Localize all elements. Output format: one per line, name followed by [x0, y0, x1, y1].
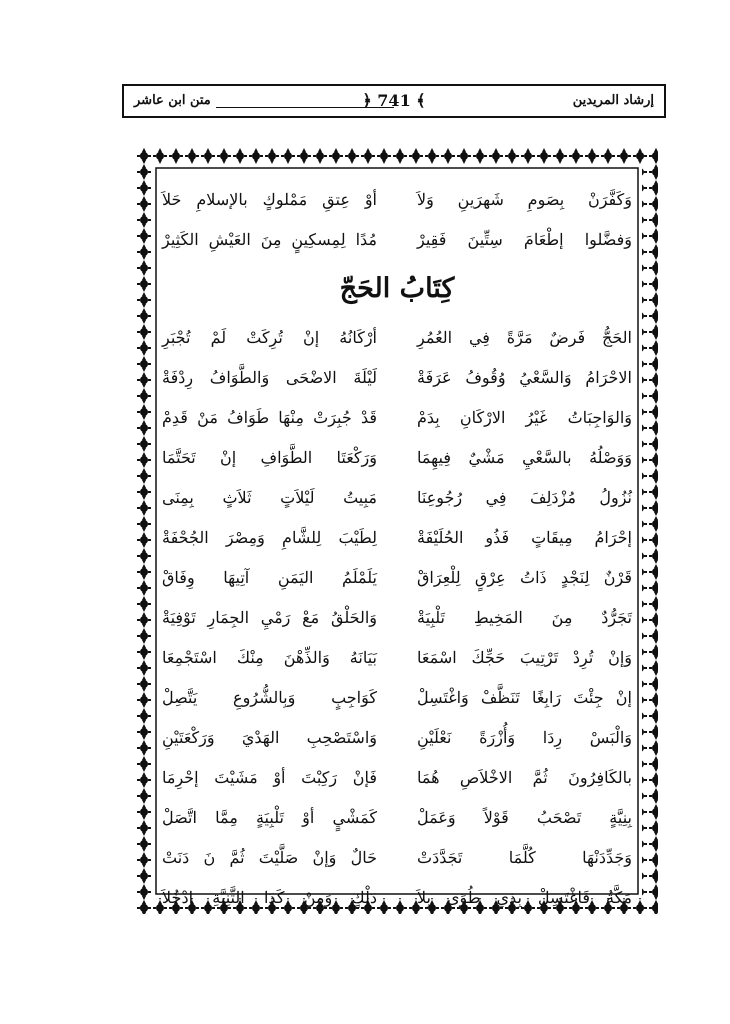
hemistich-left: مَبِيتُ لَيْلاَتٍ ثَلاَثٍ بِمِنَى [162, 487, 377, 507]
hemistich-right: بالكَافِرُونَ ثُمَّ الاخْلاَصِ هُمَا [417, 767, 632, 787]
running-header [122, 84, 666, 118]
header-book-title: إرشاد المريدين [572, 93, 654, 108]
hemistich-left: أوْ عِتقِ مَمْلوكٍ بالإسلامِ حَلاَ [162, 189, 377, 209]
hemistich-right: الحَجُّ فَرضٌ مَرَّةً فِي العُمُرِ [417, 327, 632, 347]
hemistich-left: دَلْكٍ وَمِنْ كَدَا الثَّنِيَّةِ ادْخُلاَ [162, 887, 377, 907]
hemistich-right: وَإنْ تُرِدْ تَرْتِيبَ حَجِّكَ اسْمَعَا [417, 647, 632, 667]
hemistich-right: إنْ جِئْتَ رَابِغًا تَنَظَّفْ وَاغْتَسِلْ [417, 687, 632, 707]
verse-row [162, 798, 632, 838]
hemistich-left: قَدْ جُبِرَتْ مِنْهَا طَوَافُ مَنْ قَدِمْ [162, 407, 377, 427]
hemistich-right: الاحْرَامُ وَالسَّعْيُ وُقُوفُ عَرَفَةْ [417, 367, 632, 387]
verse-row [162, 838, 632, 878]
hemistich-right: بِنِيَّةٍ تَصْحَبُ قَوْلاً وَعَمَلْ [417, 807, 632, 827]
hemistich-left: بَيَانَهُ وَالذِّهْنَ مِنْكَ اسْتَجْمِعَا [162, 647, 377, 667]
hemistich-right: قَرْنٌ لِنَجْدٍ ذَاتُ عِرْقٍ لِلْعِرَاقْ [417, 567, 632, 587]
hemistich-left: أرْكَانُهُ إنْ تُرِكَتْ لَمْ تُجْبَرِ [162, 327, 377, 347]
header-page-number: ﴿ 741 ﴾ [362, 91, 426, 110]
verse-row [162, 398, 632, 438]
verse-row [162, 220, 632, 260]
section-title: كِتَابُ الحَجّ [339, 273, 455, 304]
hemistich-right: وَجَدِّدَنْهَا كُلَّمَا تَجَدَّدَتْ [417, 847, 632, 867]
hemistich-right: وَفضَّلوا إطْعَامَ سِتِّينَ فَقِيرْ [417, 229, 632, 249]
hemistich-right: وَالوَاجِبَاتُ غَيْرُ الارْكَانِ بِدَمْ [417, 407, 632, 427]
hemistich-left: كَمَشْيٍ أوْ تَلْبِيَةٍ مِمَّا اتَّصَلْ [162, 807, 377, 827]
verse-row [162, 180, 632, 220]
verse-row [162, 478, 632, 518]
verse-row [162, 438, 632, 478]
page-number: 741 [377, 91, 411, 110]
hemistich-left: وَالحَلْقُ مَعْ رَمْيِ الجِمَارِ تَوْفِيَةْ [162, 607, 377, 627]
hemistich-right: نُزُولُ مُزْدَلِفَ فِي رُجُوعِنَا [417, 487, 632, 507]
hemistich-right: وَكَفَّرَنْ بِصَومِ شَهرَينِ وَلاَ [417, 189, 632, 209]
hemistich-left: لِطَيْبَ لِلشَّامِ وَمِصْرَ الجُحْفَةْ [162, 527, 377, 547]
hemistich-left: لَيْلَةَ الاضْحَى وَالطَّوَافُ رِدْفَةْ [162, 367, 377, 387]
verse-row [162, 358, 632, 398]
hemistich-left: كَوَاجِبٍ وَبِالشُّرُوعِ يَتَّصِلْ [162, 687, 377, 707]
hemistich-right: تَجَرُّدٌ مِنَ المَخِيطِ تَلْبِيَةْ [417, 607, 632, 627]
verse-row [162, 758, 632, 798]
hemistich-left: وَرَكْعَتَا الطَّوَافِ إنْ تَحَتَّمَا [162, 447, 377, 467]
verse-row [162, 718, 632, 758]
hemistich-right: وَوَصْلُهُ بالسَّعْيِ مَشْيٌ فِيهِمَا [417, 447, 632, 467]
poem-content [162, 180, 632, 907]
verse-row [162, 558, 632, 598]
hemistich-left: فَإنْ رَكِبْتَ أوْ مَشَيْتَ إحْرِمَا [162, 767, 377, 787]
hemistich-right: إحْرَامُ مِيقَاتٍ فَذُو الحُلَيْفَةْ [417, 527, 632, 547]
verse-row [162, 878, 632, 918]
hemistich-left: مُدًا لِمِسكِينٍ مِنَ العَيْشِ الكَثِيرْ [162, 229, 377, 249]
hemistich-right: وَالْبَسْ رِدَا وَأُزْرَةً نَعْلَيْنِ [417, 727, 632, 747]
hemistich-left: حَالٌ وَإنْ صَلَّيْتَ ثُمَّ نَ دَنَتْ [162, 847, 377, 867]
header-text-title: متن ابن عاشر [134, 93, 211, 108]
verse-row [162, 678, 632, 718]
verse-row [162, 598, 632, 638]
hemistich-left: وَاسْتَصْحِبِ الهَدْيَ وَرَكْعَتَيْنِ [162, 727, 377, 747]
hemistich-left: يَلَمْلَمُ اليَمَنِ آتِيهَا وِفَاقْ [162, 567, 377, 587]
verse-row [162, 638, 632, 678]
verse-row [162, 318, 632, 358]
verse-row [162, 518, 632, 558]
ornamental-frame [136, 148, 658, 914]
hemistich-right: مَكَّةُ فَاغْتَسِلْ بِذِي طُوًى بِلاَ [417, 887, 632, 907]
